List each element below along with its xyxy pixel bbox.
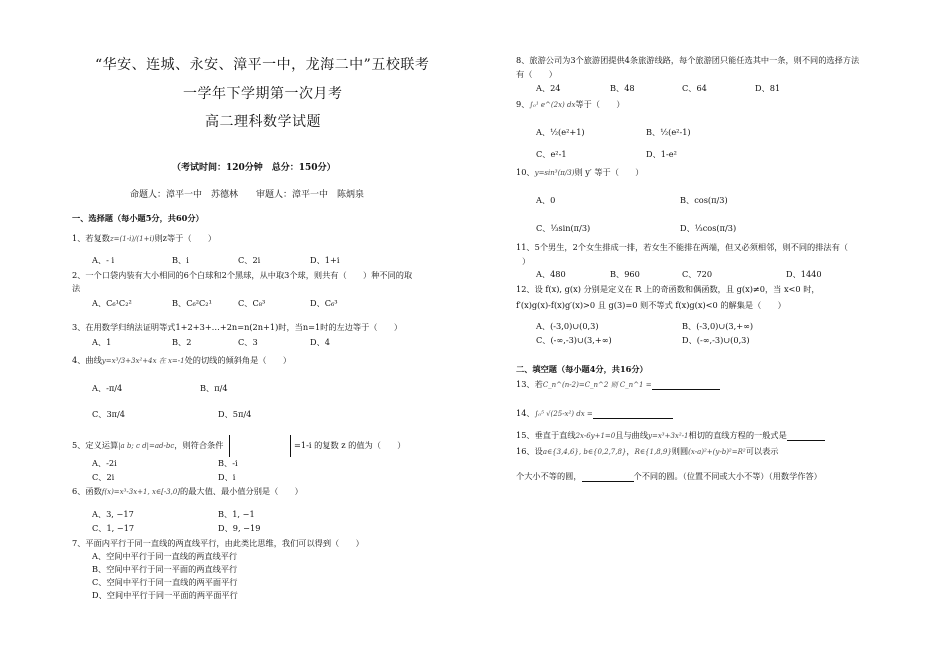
question-16 — [516, 447, 778, 457]
option-b: B、½(e²-1) — [646, 127, 691, 137]
question-number: 10、 — [516, 167, 535, 177]
option-d: D、1+i — [310, 255, 340, 265]
question-math-3: (x-a)²+(y-b)²=R² — [688, 448, 746, 456]
section-heading-fill: 二、填空题（每小题4分，共16分） — [516, 364, 648, 374]
question-tail: 等于（ ） — [575, 99, 625, 109]
option-c: C、3π/4 — [92, 409, 126, 419]
question-math-2: R∈{1,8,9} — [634, 448, 672, 456]
question-text: 一个口袋内装有大小相同的6个白球和2个黑球，从中取3个球，则共有（ ）种不同的取 — [85, 270, 413, 280]
option-d: D、5π/4 — [218, 409, 252, 419]
exam-title-line3: 高二理科数学试题 — [205, 114, 321, 130]
option-c: C、(-∞,-3)∪(3,+∞) — [536, 335, 612, 345]
option-b: B、i — [172, 255, 189, 265]
option-b: B、960 — [610, 269, 640, 279]
question-math: ∫₀¹ e^(2x) dx — [529, 101, 576, 109]
option-b: B、1, −1 — [218, 509, 255, 519]
option-a: A、480 — [536, 269, 566, 279]
question-number: 16、 — [516, 446, 535, 456]
question-15 — [516, 431, 825, 441]
question-text: 若复数 — [85, 233, 110, 243]
question-3 — [72, 323, 402, 333]
question-4 — [72, 356, 291, 366]
question-11 — [516, 243, 848, 253]
option-c: C、C₈³ — [238, 298, 266, 308]
question-6 — [72, 487, 303, 497]
question-tail: 则 y′ 等于（ ） — [574, 167, 644, 177]
question-text: 函数 — [85, 486, 102, 496]
option-a: A、-2i — [92, 458, 117, 468]
question-math: y=sin³(π/3) — [534, 169, 575, 177]
question-12 — [516, 285, 820, 295]
question-math: C_n^(n-2)=C_n^2 则 C_n^1 = — [542, 381, 652, 390]
option-d: D、(-∞,-3)∪(0,3) — [682, 335, 750, 345]
option-a: A、24 — [536, 83, 561, 93]
question-text-cont: 有（ ） — [516, 69, 557, 79]
option-a: A、(-3,0)∪(0,3) — [536, 321, 599, 331]
question-5 — [72, 435, 405, 457]
question-math: z=(1-i)/(1+i) — [109, 235, 155, 243]
question-number: 2、 — [72, 270, 86, 280]
question-text-line2a: 个大小不等的圆， — [516, 471, 582, 482]
option-a: A、1 — [92, 337, 112, 347]
answer-blank[interactable] — [593, 409, 673, 419]
question-number: 3、 — [72, 322, 86, 332]
question-math: f(x)=x³-3x+1, x∈[-3,0] — [101, 488, 181, 496]
question-text: 在用数学归纳法证明等式1+2+3+…+2n=n(2n+1)时，当n=1时的左边等于（ ） — [85, 322, 403, 332]
option-a: A、½(e²+1) — [536, 127, 585, 137]
question-number: 15、 — [516, 430, 535, 441]
question-math: |a b; c d|=ad-bc — [118, 442, 175, 450]
question-tail: 则z等于（ ） — [154, 233, 217, 243]
option-b: B、C₆²C₂¹ — [172, 298, 212, 308]
option-d: D、⅓cos(π/3) — [680, 223, 737, 233]
question-math-2: y=x³+3x²-1 — [648, 432, 689, 441]
question-number: 7、 — [72, 538, 86, 548]
answer-blank[interactable] — [787, 431, 825, 441]
question-text-cont: ） — [522, 256, 531, 266]
option-c: C、64 — [682, 83, 707, 93]
question-text: 若 — [534, 379, 543, 390]
question-math: y=x³/3+3x²+4x 在 x=-1 — [101, 357, 185, 365]
question-7 — [72, 539, 364, 549]
determinant-bracket — [229, 435, 291, 457]
question-1 — [72, 234, 216, 244]
option-a: A、- i — [92, 255, 115, 265]
option-d: D、1-e² — [646, 149, 677, 159]
question-tail: ，则符合条件 — [174, 440, 224, 450]
option-d: D、9, −19 — [218, 523, 261, 533]
option-c: C、空间中平行于同一直线的两平面平行 — [92, 577, 238, 587]
question-tail: 的最大值、最小值分别是（ ） — [180, 486, 303, 496]
option-b: B、π/4 — [200, 383, 228, 393]
option-d: D、81 — [755, 83, 781, 93]
question-13 — [516, 380, 720, 390]
option-d: D、C₆³ — [310, 298, 338, 308]
question-text-line2b: 个不同的圆。（位置不同或大小不等）（用数学作答） — [633, 471, 822, 482]
question-text-3: 则圆 — [671, 446, 689, 456]
question-14 — [516, 409, 673, 419]
option-c: C、2i — [92, 472, 115, 482]
option-a: A、3, −17 — [92, 509, 134, 519]
question-number: 6、 — [72, 486, 86, 496]
option-c: C、2i — [238, 255, 261, 265]
question-tail-2: 相切的直线方程的一般式是 — [688, 430, 787, 441]
option-d: D、空间中平行于同一平面的两平面平行 — [92, 590, 238, 600]
question-9 — [516, 100, 625, 110]
option-a: A、0 — [536, 195, 556, 205]
question-text: 平面内平行于同一直线的两直线平行，由此类比思维，我们可以得到（ ） — [85, 538, 364, 548]
question-number: 9、 — [516, 99, 530, 109]
question-text: 设 — [534, 446, 543, 456]
option-c: C、1, −17 — [92, 523, 135, 533]
exam-title-line1: “华安、连城、永安、漳平一中，龙海二中”五校联考 — [95, 57, 430, 73]
answer-blank[interactable] — [582, 472, 634, 482]
question-tail-2: =1-i 的复数 z 的值为（ ） — [294, 440, 406, 450]
option-b: B、空间中平行于同一平面的两直线平行 — [92, 564, 238, 574]
option-b: B、cos(π/3) — [680, 195, 728, 205]
question-number: 13、 — [516, 379, 535, 390]
question-math: ∫₀⁵ √(25-x²) dx = — [534, 410, 593, 419]
option-a: A、C₆¹C₂² — [92, 298, 132, 308]
question-8 — [516, 56, 859, 66]
answer-blank[interactable] — [652, 380, 720, 390]
question-number: 11、 — [516, 242, 535, 252]
question-text-cont: f′(x)g(x)-f(x)g′(x)>0 且 g(3)=0 则不等式 f(x)g(x)<0 的解集是（ ） — [516, 300, 786, 310]
question-text: 定义运算 — [85, 440, 119, 450]
question-text: 设 f(x), g(x) 分别是定义在 R 上的奇函数和偶函数，且 g(x)≠0，当 x<0 时， — [534, 284, 820, 294]
question-math: a∈{3,4,6}, b∈{0,2,7,8} — [542, 448, 627, 456]
question-text-2: ， — [626, 446, 635, 456]
question-text: 垂直于直线 — [534, 430, 576, 441]
question-text: 5个男生，2个女生排成一排，若女生不能排在两端，但又必须相邻，则不同的排法有（ — [534, 242, 848, 252]
option-d: D、1440 — [786, 269, 822, 279]
question-text: 旅游公司为3个旅游团提供4条旅游线路，每个旅游团只能任选其中一条，则不同的选择方法 — [529, 55, 860, 65]
option-b: B、48 — [610, 83, 635, 93]
question-math: 2x-6y+1=0 — [575, 432, 616, 441]
option-b: B、2 — [172, 337, 192, 347]
section-heading-choice: 一、选择题（每小题5分，共60分） — [72, 213, 204, 223]
option-c: C、e²-1 — [536, 149, 567, 159]
question-2 — [72, 271, 412, 281]
question-number: 5、 — [72, 440, 86, 450]
option-c: C、⅓sin(π/3) — [536, 223, 591, 233]
question-10 — [516, 168, 643, 178]
option-a: A、-π/4 — [92, 383, 123, 393]
option-d: D、4 — [310, 337, 330, 347]
option-d: D、i — [218, 472, 236, 482]
option-b: B、(-3,0)∪(3,+∞) — [682, 321, 754, 331]
option-a: A、空间中平行于同一直线的两直线平行 — [92, 551, 238, 561]
question-16-line2 — [516, 472, 822, 482]
question-number: 4、 — [72, 355, 86, 365]
exam-info: （考试时间：120分钟 总分：150分） — [172, 163, 336, 173]
question-number: 14、 — [516, 408, 535, 419]
exam-title-line2: 一学年下学期第一次月考 — [183, 86, 343, 102]
option-c: C、720 — [682, 269, 713, 279]
question-number: 12、 — [516, 284, 535, 294]
option-c: C、3 — [238, 337, 258, 347]
question-tail: 可以表示 — [745, 446, 779, 456]
question-text-cont: 法 — [72, 283, 81, 293]
question-tail: 处的切线的倾斜角是（ ） — [184, 355, 292, 365]
exam-authors: 命题人：漳平一中 苏德林 审题人：漳平一中 陈炳泉 — [130, 190, 365, 200]
question-tail: 且与曲线 — [615, 430, 649, 441]
question-text: 曲线 — [85, 355, 102, 365]
question-number: 1、 — [72, 233, 86, 243]
question-number: 8、 — [516, 55, 530, 65]
option-b: B、-i — [218, 458, 238, 468]
